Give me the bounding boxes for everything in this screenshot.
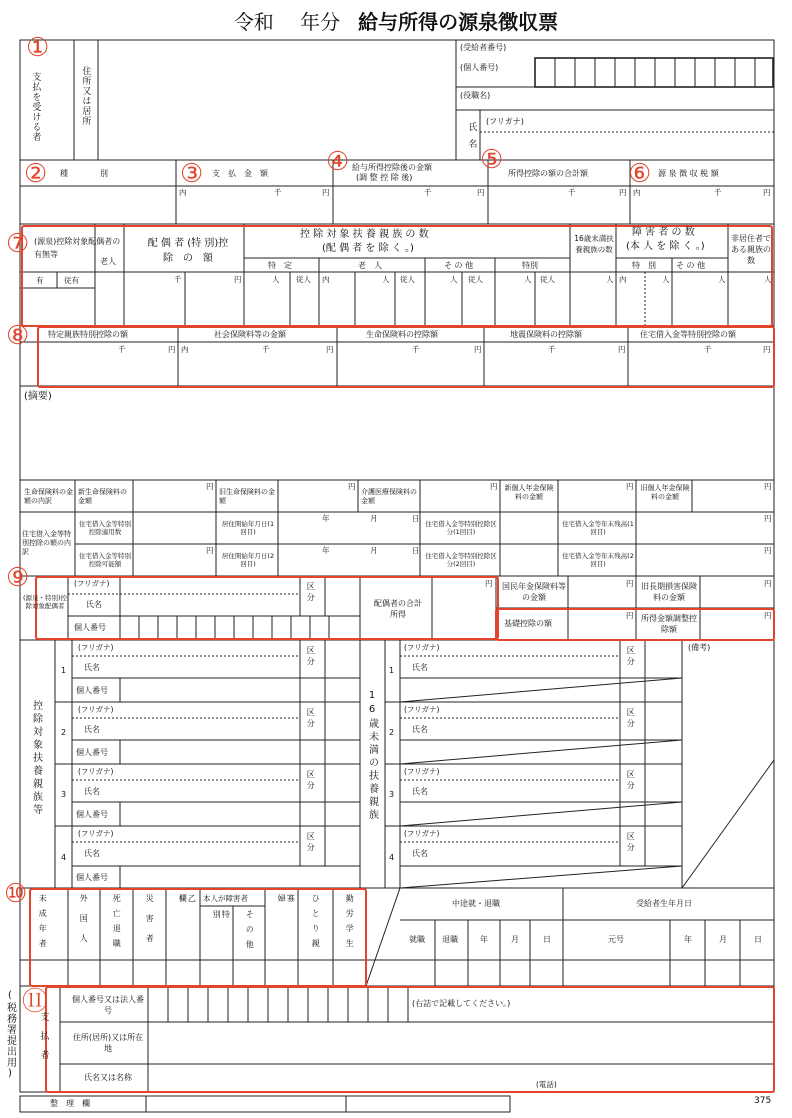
dep-category-4: 区分 [306,832,316,854]
title-era: 令和 年分 [233,10,341,34]
callout-8: ⑧ [6,320,30,350]
old-inner: 内 [322,275,330,284]
old-label: 老 人 [358,261,382,270]
spouse-flag-label: (源泉)控除対象配偶者の有無等 [34,237,121,259]
midterm-label: 中途就・退職 [452,899,500,908]
disabled-special-person: 人 [662,275,670,284]
u16-num-3: 3 [389,790,395,799]
flag-special: 特別 [212,910,231,938]
under16-person: 人 [606,275,614,284]
callout-6: ⑥ [628,158,652,188]
r4-thousand-2: 千 [262,345,270,354]
old-pension-yen: 円 [764,482,772,491]
spouse-category-label: 区分 [306,582,316,604]
midterm-year: 年 [480,935,488,944]
flag-disaster: 災害者 [145,894,155,954]
start1-month: 月 [370,514,378,523]
disabled-other-person: 人 [718,275,726,284]
flag-otsu: 乙欄 [178,894,197,932]
callout-11: ⑪ [22,986,49,1016]
spouse-header: (源泉・特別)控除対象配偶者 [22,594,68,611]
old-person: 人 [382,275,390,284]
dep-name-2: 氏名 [84,725,100,734]
r4-yen-4: 円 [618,345,626,354]
housing-breakdown-label: 住宅借入金等特別控除の額の内訳 [22,530,71,557]
housing-start1-label: 居住開始年月日(1回目) [221,520,275,537]
r4-yen-5: 円 [763,345,771,354]
disabled-label: 障 害 者 の 数 [632,227,695,238]
dep-name-4: 氏名 [84,849,100,858]
special-dependent-person: 従人 [540,275,555,284]
tax-office-label: (税務署提出用) [4,990,16,1080]
dep-furigana-3: (フリガナ) [78,767,114,776]
dep-num-1: 1 [61,666,67,675]
new-pension-label: 新個人年金保険料の金額 [504,484,554,502]
spouse-personal-no-label: 個人番号 [74,623,106,632]
housing-type1-label: 住宅借入金等特別控除区分(1回目) [425,520,497,537]
withholding-label: 源 泉 徴 収 税 額 [658,169,719,178]
special-person: 人 [524,275,532,284]
old-pension-label: 旧個人年金保険料の金額 [640,484,690,502]
dep-category-3: 区分 [306,770,316,792]
housing-start2-label: 居住開始年月日(2回目) [221,552,275,569]
spouse-income-label: 配偶者の合計所得 [374,599,422,620]
personal-number-label: (個人番号) [460,63,499,72]
recipient-number-label: (受給者番号) [460,43,507,52]
pay-thousand: 千 [274,188,282,197]
title-main: 給与所得の源泉徴収票 [358,10,559,34]
notes-label: (備考) [688,643,711,652]
new-life-yen: 円 [206,482,214,491]
dep-category-1: 区分 [306,646,316,668]
dep-furigana-1: (フリガナ) [78,643,114,652]
housing-possible-label: 住宅借入金等特別控除可能額 [79,552,131,569]
payee-header: 支払を受ける者 [30,72,41,142]
payer-id-note: (右詰で記載してください。) [412,999,511,1008]
basic-deduction-label: 基礎控除の額 [504,619,552,628]
housing-applicable-label: 住宅借入金等特別控除適用数 [79,520,131,537]
specific-person: 人 [272,275,280,284]
u16-num-1: 1 [389,666,395,675]
start2-year: 年 [322,546,330,555]
page-number: 375 [754,1096,772,1106]
birth-year: 年 [684,935,692,944]
pension-yen: 円 [626,579,634,588]
flag-working-student: 勤労学生 [345,894,355,954]
start2-day: 日 [412,546,420,555]
birth-label: 受給者生年月日 [636,899,692,908]
spouse-deduction-yen: 円 [234,275,242,284]
dependents-sub-label: (配 偶 者 を 除 く 。) [322,243,414,254]
withholding-inner: 内 [633,188,641,197]
pay-inner: 内 [179,188,187,197]
spouse-furigana: (フリガナ) [74,579,110,588]
flag-self-disabled: 本人が障害者 [203,894,248,903]
spouse-income-yen: 円 [485,579,493,588]
balance1-yen: 円 [764,514,772,523]
type-label: 種 別 [60,169,108,178]
callout-2: ② [24,158,48,188]
dep-num-4: 4 [61,853,67,862]
payer-phone-label: (電話) [536,1080,557,1089]
after-yen: 円 [477,188,485,197]
r4-thousand-3: 千 [412,345,420,354]
flag-minor: 未成年者 [38,894,48,954]
old-longterm-label: 旧長期損害保険料の金額 [641,582,697,602]
u16-furigana-1: (フリガナ) [404,643,440,652]
u16-category-4: 区分 [626,832,636,854]
adjust-deduction-yen: 円 [764,611,772,620]
housing-balance2-label: 住宅借入金等年末残高(2回目) [562,552,634,569]
flag-single-parent: ひとり親 [311,894,321,954]
after-thousand: 千 [424,188,432,197]
old-life-yen: 円 [348,482,356,491]
u16-furigana-3: (フリガナ) [404,767,440,776]
callout-9: ⑨ [6,562,30,592]
u16-name-3: 氏名 [412,787,428,796]
r4-yen-3: 円 [474,345,482,354]
r4-yen-1: 円 [168,345,176,354]
dep-personal-no-4: 個人番号 [76,873,108,882]
start1-year: 年 [322,514,330,523]
spouse-name-label: 氏名 [86,600,102,609]
callout-3: ③ [180,158,204,188]
r4-inner: 内 [181,345,189,354]
life-insurance-label: 生命保険料の控除額 [366,330,438,339]
dep-furigana-2: (フリガナ) [78,705,114,714]
specific-relatives-label: 特定親族特別控除の額 [48,330,128,339]
u16-category-1: 区分 [626,646,636,668]
u16-furigana-4: (フリガナ) [404,829,440,838]
disabled-special-label: 特 別 [632,261,656,270]
disabled-other-label: そ の 他 [676,261,706,270]
u16-category-2: 区分 [626,708,636,730]
adjust-deduction-label: 所得金額調整控除額 [641,614,697,634]
earthquake-label: 地震保険料の控除額 [510,330,582,339]
flag-widow: 寡婦 [277,894,296,932]
name-label: 氏名 [466,122,477,156]
birth-month: 月 [719,935,727,944]
dependent-has: 従有 [64,276,79,285]
nonresident-person: 人 [764,275,772,284]
start1-day: 日 [412,514,420,523]
u16-num-4: 4 [389,853,395,862]
r4-yen-2: 円 [326,345,334,354]
total-deduction-label: 所得控除の額の合計額 [508,169,588,178]
dep-category-2: 区分 [306,708,316,730]
pension-label: 国民年金保険料等の金額 [502,582,566,602]
disabled-inner: 内 [619,275,627,284]
midterm-day: 日 [543,935,551,944]
hire-label: 就職 [409,935,425,944]
special-label: 特別 [522,261,538,270]
dep-personal-no-2: 個人番号 [76,748,108,757]
life-breakdown-label: 生命保険料の金額の内訳 [24,488,73,506]
spouse-has: 有 [36,276,44,285]
payer-id-label: 個人番号又は法人番号 [72,995,144,1016]
r4-thousand-4: 千 [548,345,556,354]
u16-name-1: 氏名 [412,663,428,672]
housing-loan-label: 住宅借入金等特別控除の額 [640,330,736,339]
housing-balance1-label: 住宅借入金等年末残高(1回目) [562,520,634,537]
dep-name-1: 氏名 [84,663,100,672]
withholding-thousand: 千 [714,188,722,197]
dep-num-2: 2 [61,728,67,737]
after-deduction-label: 給与所得控除後の金額 [352,163,432,172]
flag-other: その他 [245,910,255,955]
total-yen: 円 [619,188,627,197]
u16-name-2: 氏名 [412,725,428,734]
other-dependent-person: 従人 [468,275,483,284]
u16-category-3: 区分 [626,770,636,792]
furigana-label: (フリガナ) [486,117,524,126]
dep-furigana-4: (フリガナ) [78,829,114,838]
pay-yen: 円 [322,188,330,197]
new-life-label: 新生命保険料の金額 [78,488,127,506]
u16-furigana-2: (フリガナ) [404,705,440,714]
position-label: (役職名) [460,91,491,100]
payer-address-label: 住所(居所)又は所在地 [72,1033,144,1054]
old-longterm-yen: 円 [764,579,772,588]
disabled-sub-label: (本 人 を 除 く 。) [626,241,705,252]
u16-num-2: 2 [389,728,395,737]
callout-7: ⑦ [6,228,30,258]
care-yen: 円 [490,482,498,491]
u16-name-4: 氏名 [412,849,428,858]
specific-dependent-person: 従人 [296,275,311,284]
under16-label: 16歳未満扶養親族の数 [574,234,614,254]
payee-address-label: 住所又は居所 [80,66,91,126]
dep-personal-no-1: 個人番号 [76,686,108,695]
r4-thousand-1: 千 [118,345,126,354]
new-pension-yen: 円 [626,482,634,491]
social-insurance-label: 社会保険料等の金額 [214,330,286,339]
birth-day: 日 [754,935,762,944]
adjusted-label: (調 整 控 除 後) [356,173,413,182]
payer-name-label: 氏名又は名称 [84,1073,132,1082]
withholding-yen: 円 [763,188,771,197]
care-label: 介護医療保険料の金額 [361,488,417,506]
retire-label: 退職 [442,935,458,944]
r4-thousand-5: 千 [704,345,712,354]
flag-foreign: 外国人 [79,894,89,954]
dep-name-3: 氏名 [84,787,100,796]
old-dependent-person: 従人 [400,275,415,284]
other-person: 人 [450,275,458,284]
housing-possible-yen: 円 [206,546,214,555]
management-label: 整 理 欄 [50,1099,90,1108]
dependents-label: 控 除 対 象 扶 養 親 族 の 数 [300,229,429,240]
callout-10: ⑩ [4,878,28,908]
basic-deduction-yen: 円 [626,611,634,620]
flag-death: 死亡退職 [112,894,122,954]
spouse-deduction-thousand: 千 [174,275,182,284]
payer-header: 支払者 [38,1012,49,1069]
total-thousand: 千 [568,188,576,197]
specific-label: 特 定 [268,261,292,270]
start2-month: 月 [370,546,378,555]
era-label: 元号 [608,935,624,944]
payment-amount-label: 支 払 金 額 [212,169,268,178]
under16-header: 16歳未満の扶養親族 [366,690,378,822]
dep-personal-no-3: 個人番号 [76,810,108,819]
callout-4: ④ [326,146,350,176]
elderly-label: 老人 [100,257,116,266]
dep-num-3: 3 [61,790,67,799]
other-label: そ の 他 [444,261,474,270]
remarks-label: (摘要) [24,391,52,402]
midterm-month: 月 [511,935,519,944]
dependents-header: 控除対象扶養親族等 [30,700,42,817]
housing-type2-label: 住宅借入金等特別控除区分(2回目) [425,552,497,569]
nonresident-label: 非居住者である親族の数 [731,234,771,265]
balance2-yen: 円 [764,546,772,555]
old-life-label: 旧生命保険料の金額 [219,488,275,506]
spouse-deduction-label: 配 偶 者 (特 別)控 除 の 額 [147,238,239,264]
callout-1: ① [26,32,50,62]
callout-5: ⑤ [480,144,504,174]
